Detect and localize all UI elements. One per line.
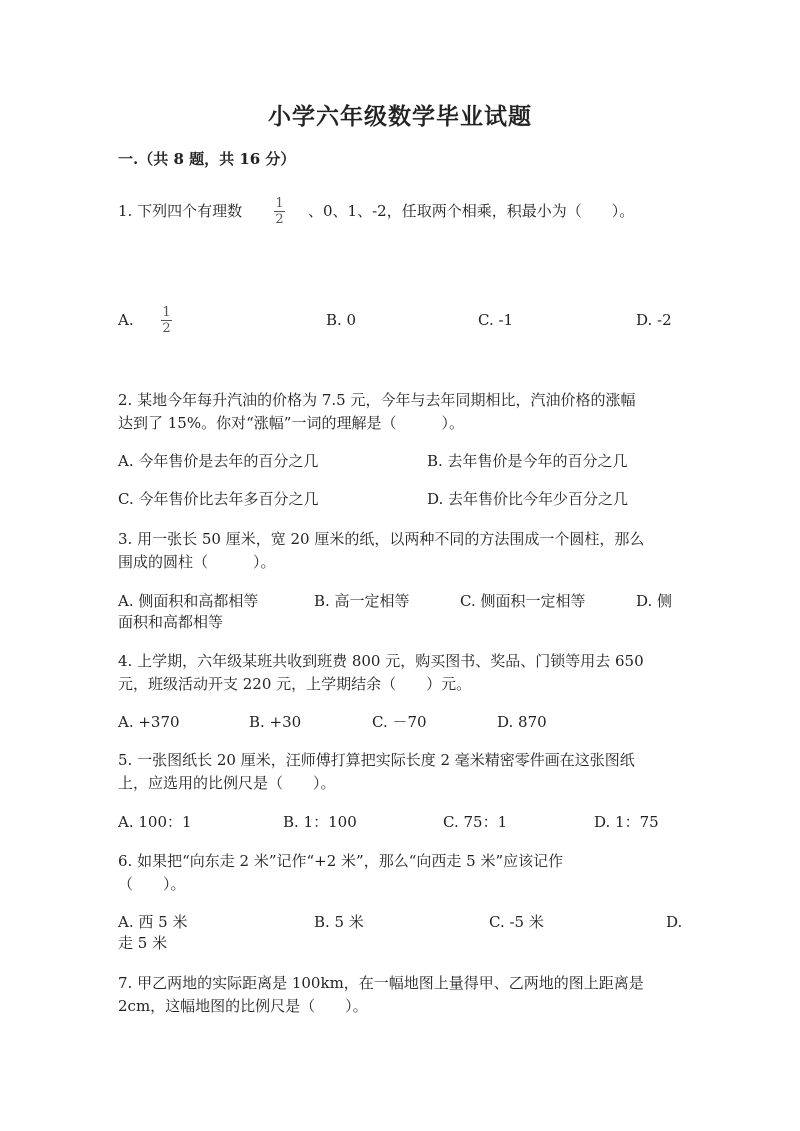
question-5-line-1: 5. 一张图纸长 20 厘米，汪师傅打算把实际长度 2 毫米精密零件画在这张图纸 <box>118 751 635 769</box>
option-c: C. 今年售价比去年多百分之几 <box>118 490 319 508</box>
option-c: C. －70 <box>372 713 427 731</box>
option-c: C. 侧面积一定相等 <box>460 592 586 610</box>
option-d: D. -2 <box>636 311 672 329</box>
option-d: D. 去年售价比今年少百分之几 <box>427 490 629 508</box>
question-3-line-2: 围成的圆柱（ ）。 <box>118 553 276 571</box>
option-b: B. +30 <box>249 713 302 731</box>
option-a: A. 100：1 <box>118 813 192 831</box>
question-7-line-2: 2cm，这幅地图的比例尺是（ ）。 <box>118 997 368 1015</box>
question-3-line-1: 3. 用一张长 50 厘米，宽 20 厘米的纸，以两种不同的方法围成一个圆柱，那么 <box>118 530 645 548</box>
option-b: B. 5 米 <box>314 913 364 931</box>
fraction-numerator: 1 <box>275 196 284 211</box>
option-a: A. 西 5 米 <box>118 913 188 931</box>
fraction-denominator: 2 <box>275 212 284 227</box>
question-1-prefix: 1. 下列四个有理数 <box>118 202 243 220</box>
option-d: D. 870 <box>497 713 547 731</box>
option-c: C. -1 <box>478 311 514 329</box>
question-6-line-2: （ ）。 <box>118 875 186 893</box>
question-2-line-1: 2. 某地今年每升汽油的价格为 7.5 元，今年与去年同期相比，汽油价格的涨幅 <box>118 391 636 409</box>
option-b: B. 高一定相等 <box>314 592 410 610</box>
fraction-one-half <box>274 196 285 227</box>
option-a-fraction <box>161 305 172 336</box>
option-a: A. +370 <box>118 713 180 731</box>
question-2-line-2: 达到了 15%。你对“涨幅”一词的理解是（ ）。 <box>118 414 464 432</box>
option-a: A. 今年售价是去年的百分之几 <box>118 452 319 470</box>
option-b: B. 去年售价是今年的百分之几 <box>427 452 628 470</box>
option-a-label: A. <box>118 311 134 329</box>
question-4-line-2: 元，班级活动开支 220 元，上学期结余（ ）元。 <box>118 675 472 693</box>
question-1-suffix: 、0、1、-2，任取两个相乘，积最小为（ ）。 <box>308 202 635 220</box>
option-d: D. <box>666 913 683 931</box>
question-6-line-1: 6. 如果把“向东走 2 米”记作“+2 米”，那么“向西走 5 米”应该记作 <box>118 852 564 870</box>
section-header: 一.（共 8 题，共 16 分） <box>118 150 296 168</box>
question-4-line-1: 4. 上学期，六年级某班共收到班费 800 元，购买图书、奖品、门锁等用去 650 <box>118 652 644 670</box>
option-d-continued: 面积和高都相等 <box>118 613 224 631</box>
option-d: D. 1：75 <box>594 813 659 831</box>
option-c: C. -5 米 <box>489 913 544 931</box>
option-b: B. 0 <box>326 311 357 329</box>
fraction-numerator: 1 <box>162 305 171 320</box>
option-a: A. 侧面积和高都相等 <box>118 592 259 610</box>
question-7-line-1: 7. 甲乙两地的实际距离是 100km，在一幅地图上量得甲、乙两地的图上距离是 <box>118 974 644 992</box>
page-title: 小学六年级数学毕业试题 <box>268 103 532 130</box>
option-d-continued: 走 5 米 <box>118 934 168 952</box>
question-5-line-2: 上，应选用的比例尺是（ ）。 <box>118 774 336 792</box>
option-b: B. 1：100 <box>283 813 357 831</box>
fraction-denominator: 2 <box>162 321 171 336</box>
option-c: C. 75：1 <box>443 813 508 831</box>
option-d: D. 侧 <box>636 592 673 610</box>
